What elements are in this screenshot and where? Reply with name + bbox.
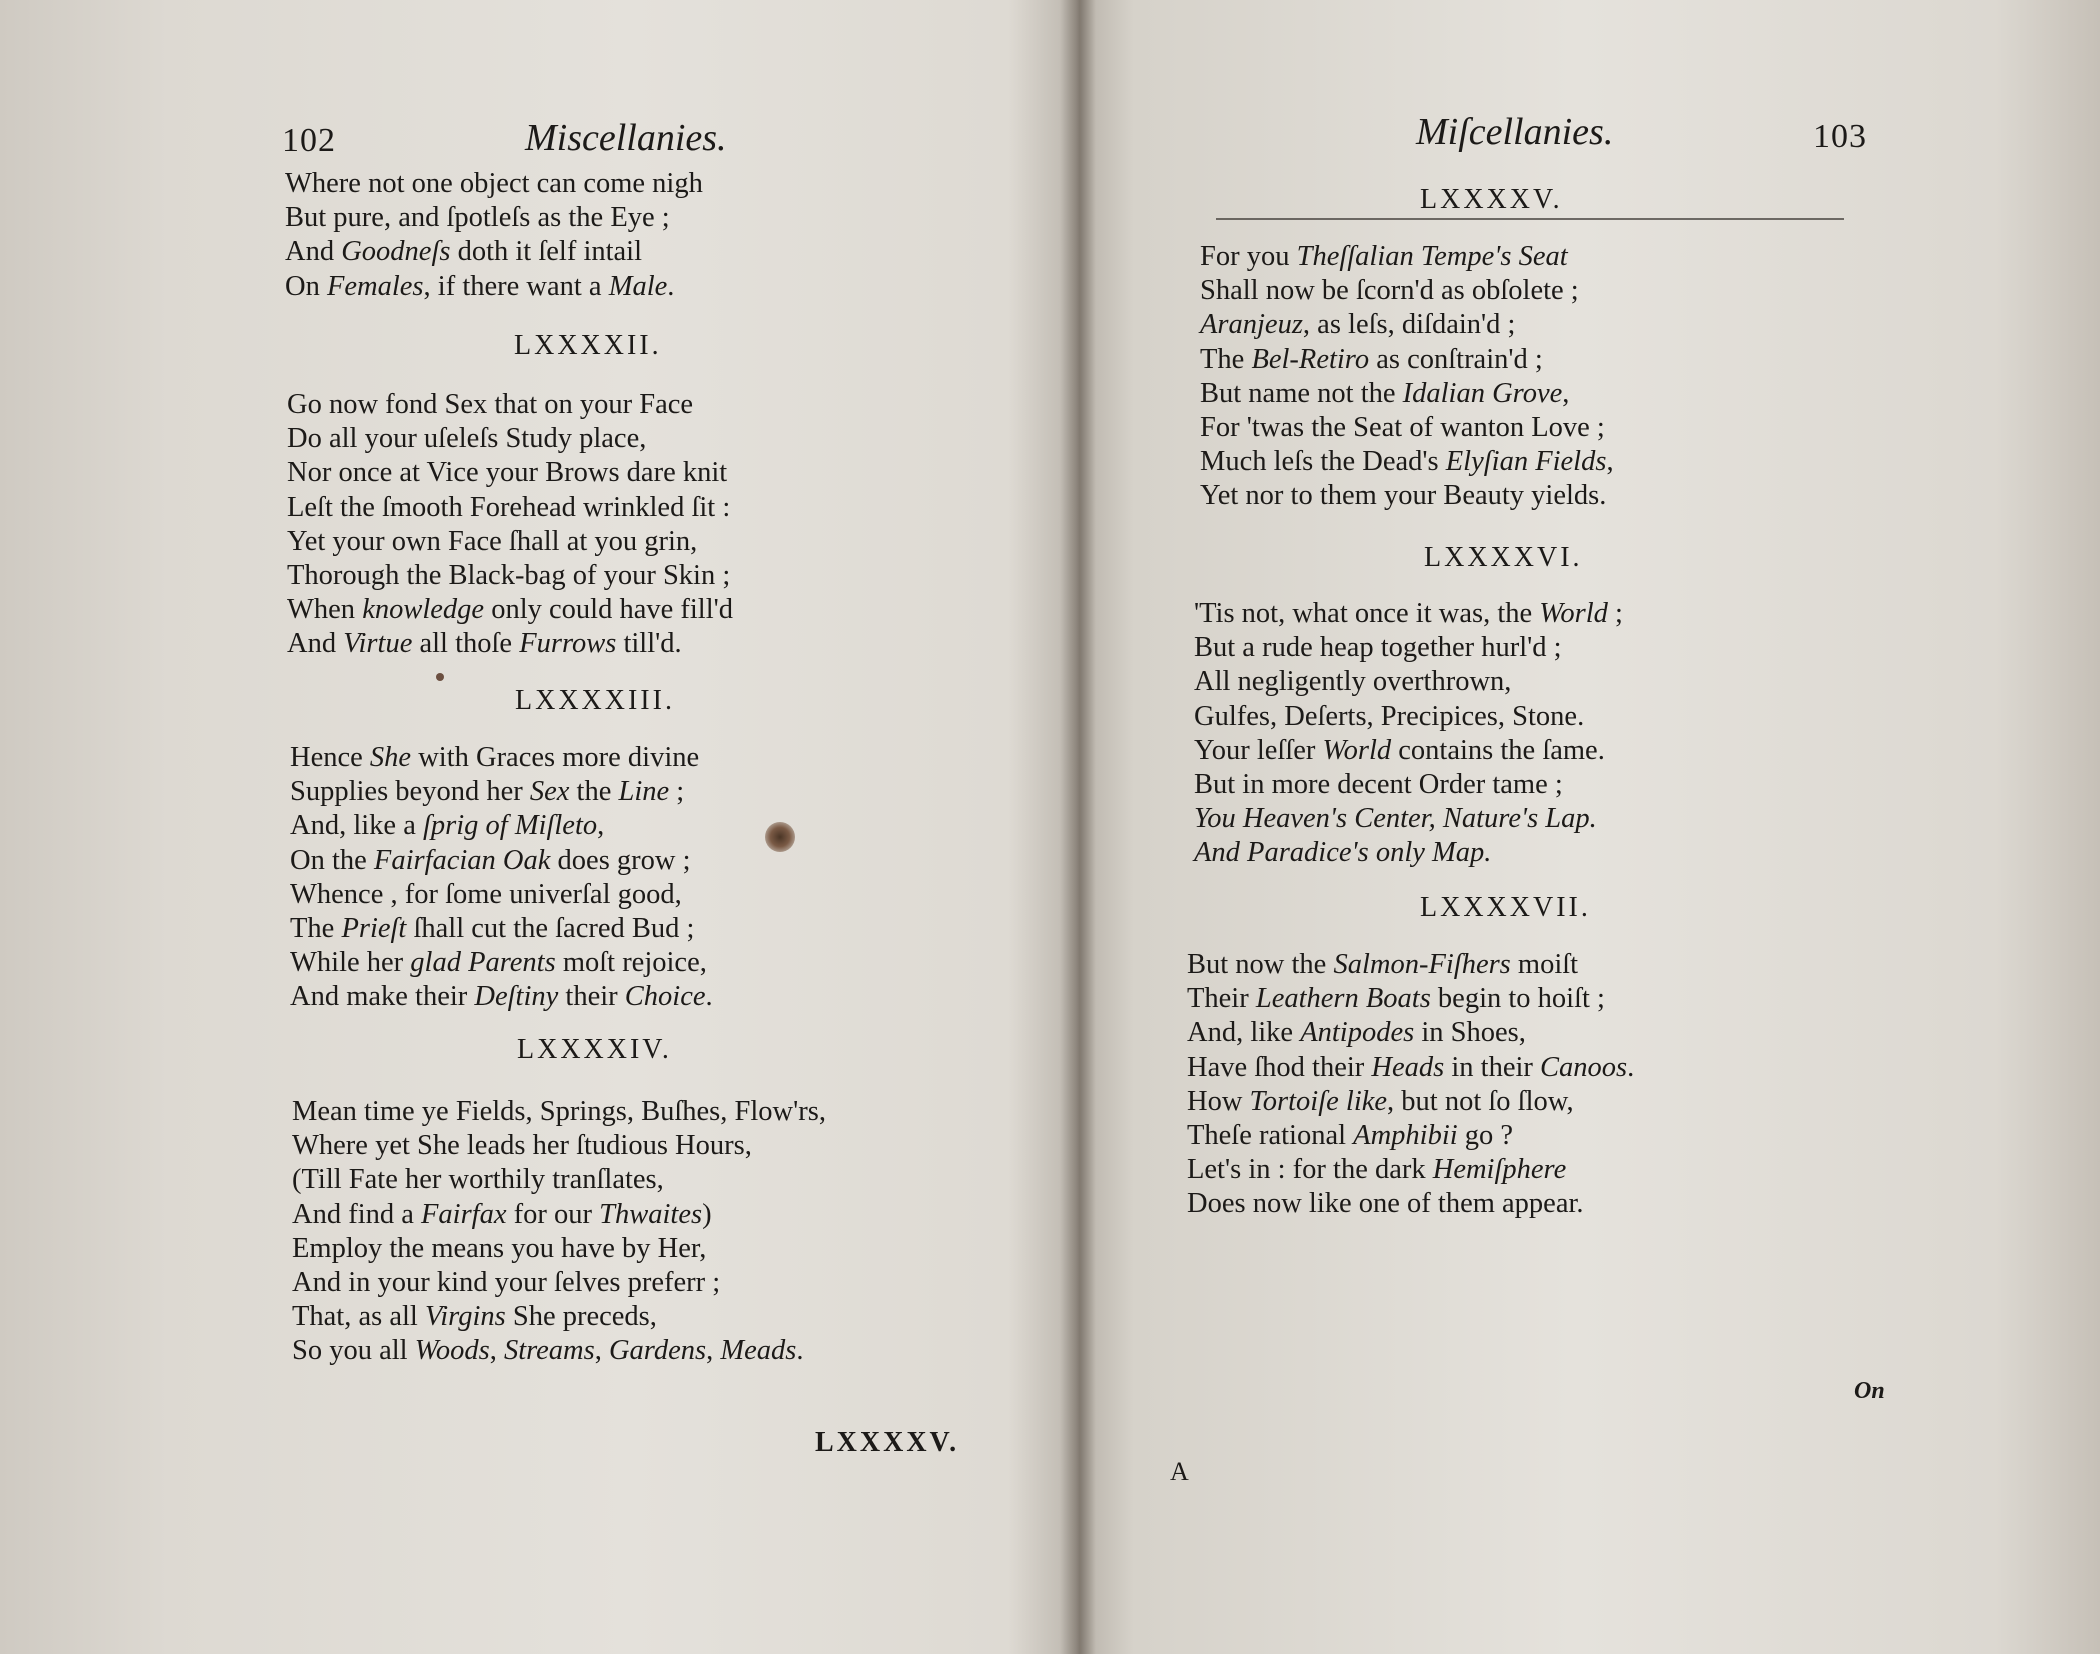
verse-line: You Heaven's Center, Nature's Lap. (1194, 803, 1597, 835)
stanza (287, 388, 733, 662)
verse-line: Thorough the Black-bag of your Skin ; (287, 559, 731, 591)
verse-line: But a rude heap together hurl'd ; (1194, 632, 1562, 664)
stanza-number: LXXXXVII. (1420, 892, 1591, 923)
right-page (1090, 0, 2100, 1654)
running-title: Miscellanies. (525, 117, 727, 159)
verse-line: On the Fairfacian Oak does grow ; (290, 844, 691, 876)
verse-line: Where yet She leads her ſtudious Hours, (292, 1130, 752, 1162)
stanza-number: LXXXXVI. (1424, 542, 1583, 573)
stanza (292, 1095, 826, 1369)
header-rule (1216, 218, 1844, 220)
opening-lines (285, 167, 703, 304)
catchword: LXXXXV. (815, 1427, 960, 1458)
verse-line: Supplies beyond her Sex the Line ; (290, 776, 685, 808)
verse-line: But now the Salmon-Fiſhers moiſt (1187, 949, 1579, 980)
verse-line: That, as all Virgins She preceds, (292, 1301, 657, 1333)
verse-line: And make their Deſtiny their Choice. (290, 981, 713, 1013)
verse-line: Much leſs the Dead's Elyſian Fields, (1200, 446, 1614, 478)
verse-line: Shall now be ſcorn'd as obſolete ; (1200, 275, 1579, 307)
verse-line: Let's in : for the dark Hemiſphere (1187, 1154, 1567, 1186)
verse-line: Have ſhod their Heads in their Canoos. (1187, 1051, 1635, 1083)
verse-line: But in more decent Order tame ; (1194, 768, 1563, 800)
verse-line: Employ the means you have by Her, (292, 1232, 707, 1264)
stanza-number: LXXXXII. (514, 330, 662, 361)
verse-line: And Paradice's only Map. (1194, 837, 1492, 869)
verse-line: Mean time ye Fields, Springs, Buſhes, Flow'rs, (292, 1096, 826, 1127)
verse-line: Does now like one of them appear. (1187, 1188, 1584, 1220)
verse-line: And, like a ſprig of Miſleto, (290, 810, 605, 842)
verse-line: Leſt the ſmooth Forehead wrinkled ſit : (287, 491, 731, 523)
verse-line: And, like Antipodes in Shoes, (1187, 1017, 1526, 1049)
verse-line: And Goodneſs doth it ſelf intail (285, 236, 643, 268)
verse-line: So you all Woods, Streams, Gardens, Meads. (292, 1335, 804, 1367)
verse-line: The Prieſt ſhall cut the ſacred Bud ; (290, 912, 695, 944)
verse-line: Yet your own Face ſhall at you grin, (287, 525, 698, 557)
verse-line: Your leſſer World contains the ſame. (1194, 734, 1605, 766)
verse-line: But name not the Idalian Grove, (1200, 377, 1570, 409)
verse-line: Hence She with Graces more divine (290, 742, 700, 773)
verse-line: Where not one object can come nigh (285, 168, 703, 199)
verse-line: When knowledge only could have fill'd (287, 594, 733, 626)
verse-line: On Females, if there want a Male. (285, 270, 675, 302)
verse-line: Whence , for ſome univerſal good, (290, 878, 682, 910)
verse-line: Do all your uſeleſs Study place, (287, 423, 647, 455)
verse-line: And in your kind your ſelves preferr ; (292, 1266, 721, 1298)
verse-line: But pure, and ſpotleſs as the Eye ; (285, 202, 670, 234)
stanza-number: LXXXXIII. (515, 685, 675, 716)
page-number: 102 (282, 122, 336, 159)
verse-line: 'Tis not, what once it was, the World ; (1194, 598, 1623, 629)
verse-line: And Virtue all thoſe Furrows till'd. (287, 628, 682, 660)
stanza (1187, 948, 1634, 1222)
verse-line: Aranjeuz, as leſs, diſdain'd ; (1200, 309, 1516, 341)
stanza-number: LXXXXIV. (517, 1034, 672, 1065)
stanza (290, 741, 713, 1015)
verse-line: Gulfes, Deſerts, Precipices, Stone. (1194, 700, 1585, 732)
verse-line: While her glad Parents moſt rejoice, (290, 947, 707, 979)
ink-speck (436, 673, 444, 681)
stanza (1200, 240, 1614, 514)
verse-line: And find a Fairfax for our Thwaites) (292, 1198, 712, 1230)
verse-line: Yet nor to them your Beauty yields. (1200, 480, 1607, 512)
verse-line: How Tortoiſe like, but not ſo ſlow, (1187, 1085, 1574, 1117)
catchword: On (1854, 1378, 1885, 1404)
ink-stain (765, 822, 795, 852)
verse-line: Theſe rational Amphibii go ? (1187, 1119, 1514, 1151)
verse-line: (Till Fate her worthily tranſlates, (292, 1164, 664, 1196)
verse-line: All negligently overthrown, (1194, 666, 1512, 698)
signature-mark: A (1170, 1457, 1189, 1486)
verse-line: Go now fond Sex that on your Face (287, 389, 694, 420)
stanza (1194, 597, 1623, 871)
stanza-number: LXXXXV. (1420, 184, 1563, 215)
verse-line: Their Leathern Boats begin to hoiſt ; (1187, 983, 1605, 1015)
page-number: 103 (1813, 118, 1867, 155)
verse-line: Nor once at Vice your Brows dare knit (287, 457, 728, 489)
verse-line: For 'twas the Seat of wanton Love ; (1200, 411, 1605, 443)
verse-line: For you Theſſalian Tempe's Seat (1200, 241, 1568, 272)
verse-line: The Bel-Retiro as conſtrain'd ; (1200, 343, 1543, 375)
running-title: Miſcellanies. (1416, 111, 1614, 153)
